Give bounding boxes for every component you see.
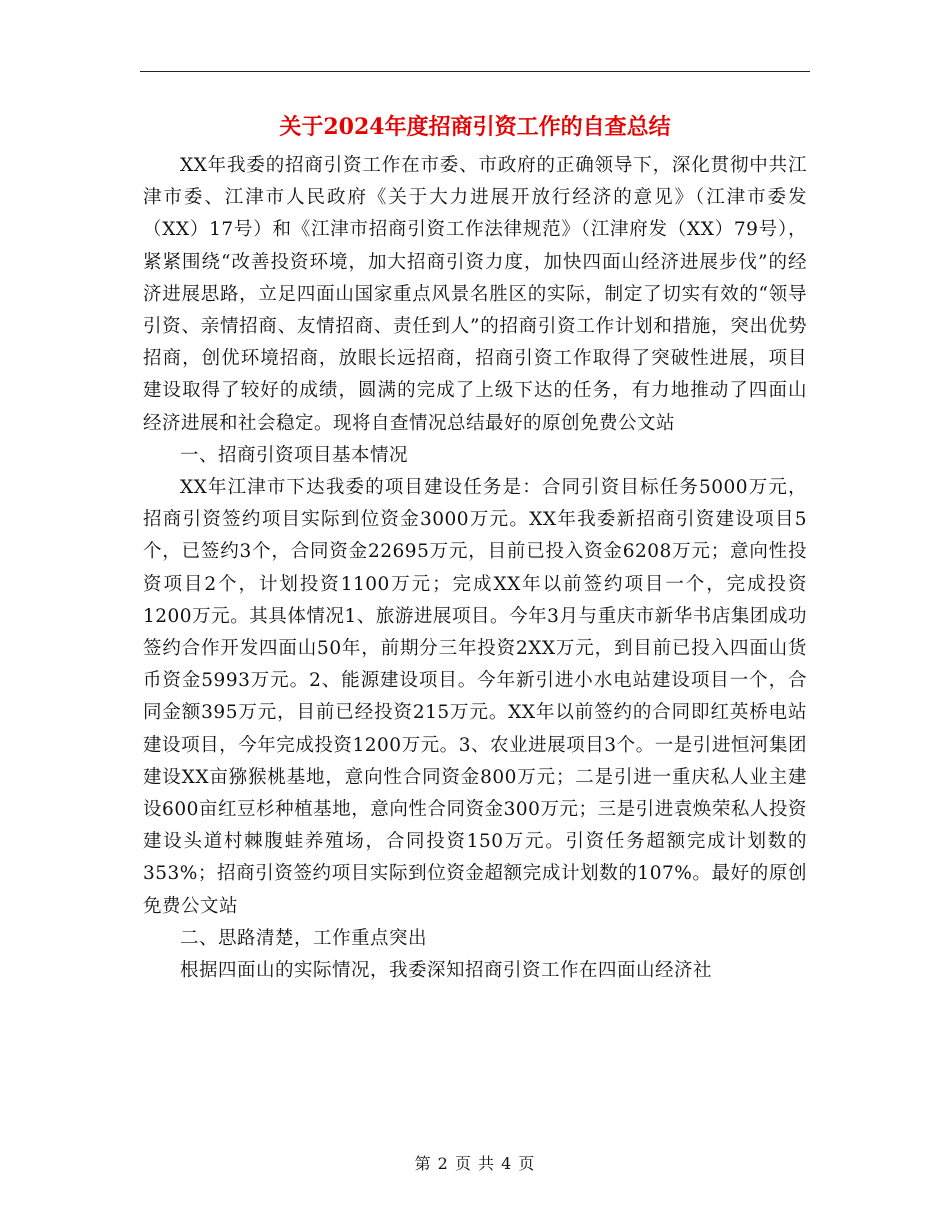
header-rule [140,71,810,72]
section-heading-1: 一、招商引资项目基本情况 [180,444,409,466]
paragraph-project-details: XX年江津市下达我委的项目建设任务是：合同引资目标任务5000万元，招商引资签约项目实际到位资金3000万元。XX年我委新招商引资建设项目5个，已签约3个，合同资金22695万元，目前已投入资金6208万元；意向性投资项目2个，计划投资1100万元；完成XX年以前签约项目一个，完成投资1200万元。其具体情况1、旅游进展项目。今年3月与重庆市新华书店集团成功签约合作开发四面山50年，前期分三年投资2XX万元，到目前已投入四面山货币资金5993万元。2、能源建设项目。今年新引进小水电站建设项目一个，合同金额395万元，目前已经投资215万元。XX年以前签约的合同即红英桥电站建设项目，今年完成投资1200万元。3、农业进展项目3个。一是引进恒河集团建设XX亩猕猴桃基地，意向性合同资金800万元；二是引进一重庆私人业主建设600亩红豆杉种植基地，意向性合同资金300万元；三是引进袁焕荣私人投资建设头道村棘腹蛙养殖场，合同投资150万元。引资任务超额完成计划数的353%；招商引资签约项目实际到位资金超额完成计划数的107%。最好的原创免费公文站 [143,477,807,917]
page-number-footer: 第 2 页 共 4 页 [414,1154,536,1173]
section-heading-2: 二、思路清楚，工作重点突出 [180,927,428,949]
paragraph-continued: 根据四面山的实际情况，我委深知招商引资工作在四面山经济社 [180,960,713,982]
paragraph-intro: XX年我委的招商引资工作在市委、市政府的正确领导下，深化贯彻中共江津市委、江津市人民政府《关于大力进展开放行经济的意见》（江津市委发（XX）17号）和《江津市招商引资工作法律规范》（江津府发（XX）79号），紧紧围绕“改善投资环境，加大招商引资力度，加快四面山经济进展步伐”的经济进展思路，立足四面山国家重点风景名胜区的实际，制定了切实有效的“领导引资、亲情招商、友情招商、责任到人”的招商引资工作计划和措施，突出优势招商，创优环境招商，放眼长远招商，招商引资工作取得了突破性进展，项目建设取得了较好的成绩，圆满的完成了上级下达的任务，有力地推动了四面山经济进展和社会稳定。现将自查情况总结最好的原创免费公文站 [143,155,807,434]
document-body [143,150,807,987]
document-title: 关于2024年度招商引资工作的自查总结 [279,114,671,140]
